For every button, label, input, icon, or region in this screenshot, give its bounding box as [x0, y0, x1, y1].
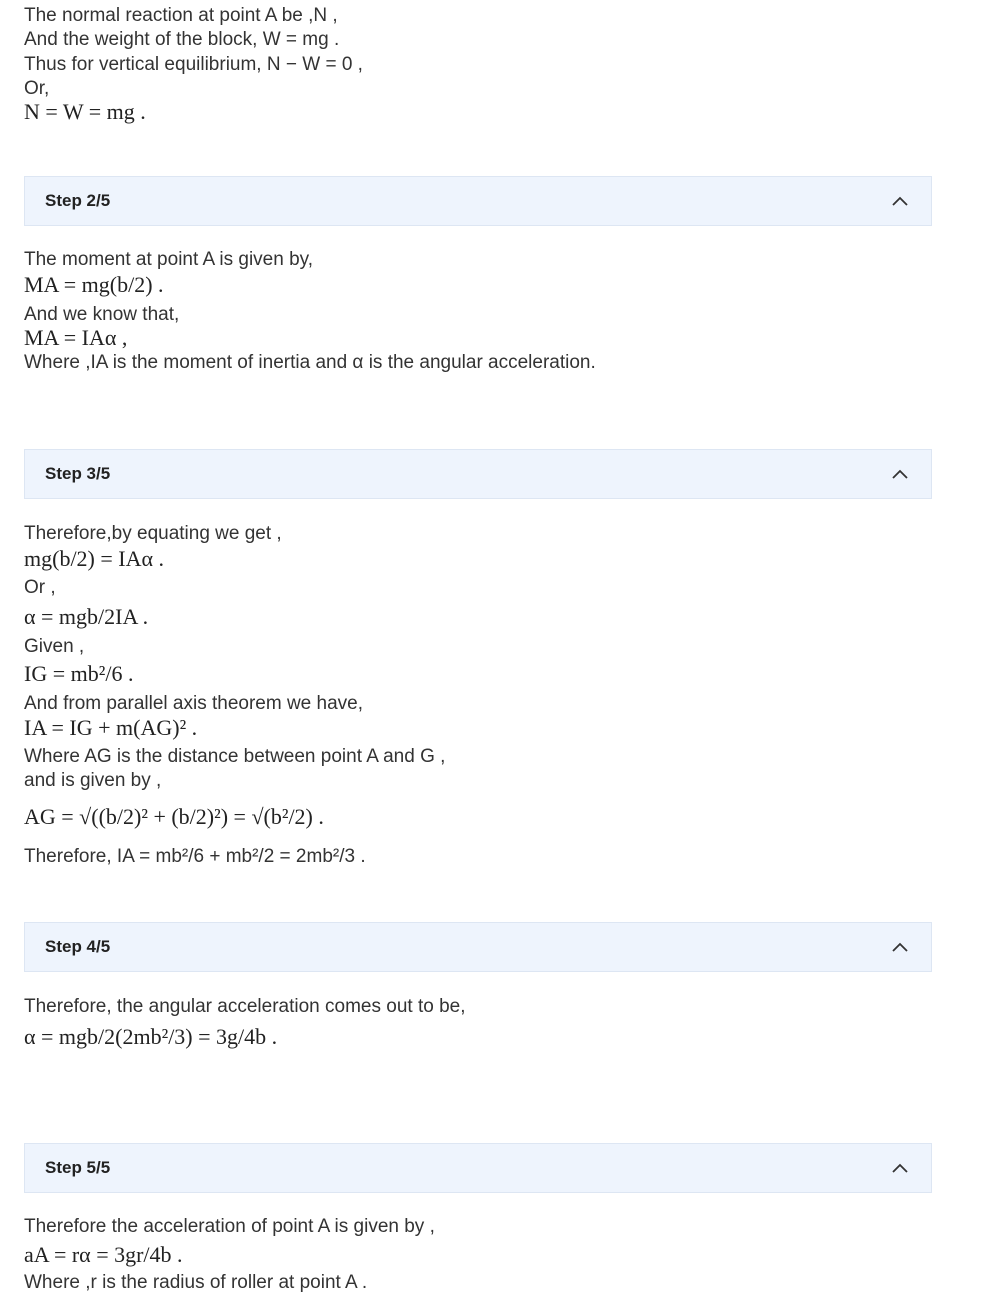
- chevron-up-icon[interactable]: [889, 1157, 911, 1179]
- step3-equation-ig: IG = mb²/6 .: [24, 661, 134, 686]
- step-3-title: Step 3/5: [45, 464, 111, 483]
- step-4-title: Step 4/5: [45, 937, 111, 956]
- step5-text-where-r: Where ,r is the radius of roller at point A .: [24, 1272, 368, 1293]
- step3-text-where-ag: Where AG is the distance between point A and G ,: [24, 746, 446, 767]
- step1-equation-n-equals-w: N = W = mg .: [24, 99, 146, 124]
- step1-text-weight: And the weight of the block, W = mg .: [24, 29, 340, 50]
- step-5-header[interactable]: [24, 1143, 932, 1193]
- chevron-up-icon[interactable]: [889, 190, 911, 212]
- step2-equation-ma-ia-alpha: MA = IAα ,: [24, 325, 128, 350]
- chevron-up-icon[interactable]: [889, 463, 911, 485]
- step3-text-or: Or ,: [24, 577, 56, 598]
- step3-equation-ia-parallel-axis: IA = IG + m(AG)² .: [24, 715, 198, 740]
- step-2-header[interactable]: [24, 176, 932, 226]
- step3-text-equating: Therefore,by equating we get ,: [24, 523, 282, 544]
- step5-text-acceleration-a: Therefore the acceleration of point A is given by ,: [24, 1216, 435, 1237]
- step-3-header[interactable]: [24, 449, 932, 499]
- step-2-title: Step 2/5: [45, 191, 111, 210]
- step2-text-where: Where ,IA is the moment of inertia and α is the angular acceleration.: [24, 352, 596, 373]
- step2-text-we-know: And we know that,: [24, 304, 180, 325]
- step1-text-normal-reaction: The normal reaction at point A be ,N ,: [24, 5, 338, 26]
- step3-text-given-by: and is given by ,: [24, 770, 162, 791]
- step3-equation-alpha: α = mgb/2IA .: [24, 604, 149, 629]
- step3-text-given: Given ,: [24, 636, 85, 657]
- step-5-title: Step 5/5: [45, 1158, 111, 1177]
- step3-equation-ag: AG = √((b/2)² + (b/2)²) = √(b²/2) .: [24, 804, 324, 829]
- step2-text-moment: The moment at point A is given by,: [24, 249, 314, 270]
- step5-equation-aa: aA = rα = 3gr/4b .: [24, 1242, 183, 1267]
- step3-text-parallel-axis: And from parallel axis theorem we have,: [24, 693, 363, 714]
- step2-equation-moment: MA = mg(b/2) .: [24, 272, 164, 297]
- step1-text-vertical-equilibrium: Thus for vertical equilibrium, N − W = 0 ,: [24, 54, 363, 75]
- chevron-up-icon[interactable]: [889, 936, 911, 958]
- step4-equation-alpha-result: α = mgb/2(2mb²/3) = 3g/4b .: [24, 1024, 278, 1049]
- step1-text-or: Or,: [24, 78, 50, 99]
- step3-equation-mg-equals-ia-alpha: mg(b/2) = IAα .: [24, 546, 165, 571]
- step-4-header[interactable]: [24, 922, 932, 972]
- step4-text-angular-acceleration: Therefore, the angular acceleration comes out to be,: [24, 996, 466, 1017]
- step3-text-therefore-ia: Therefore, IA = mb²/6 + mb²/2 = 2mb²/3 .: [24, 846, 366, 867]
